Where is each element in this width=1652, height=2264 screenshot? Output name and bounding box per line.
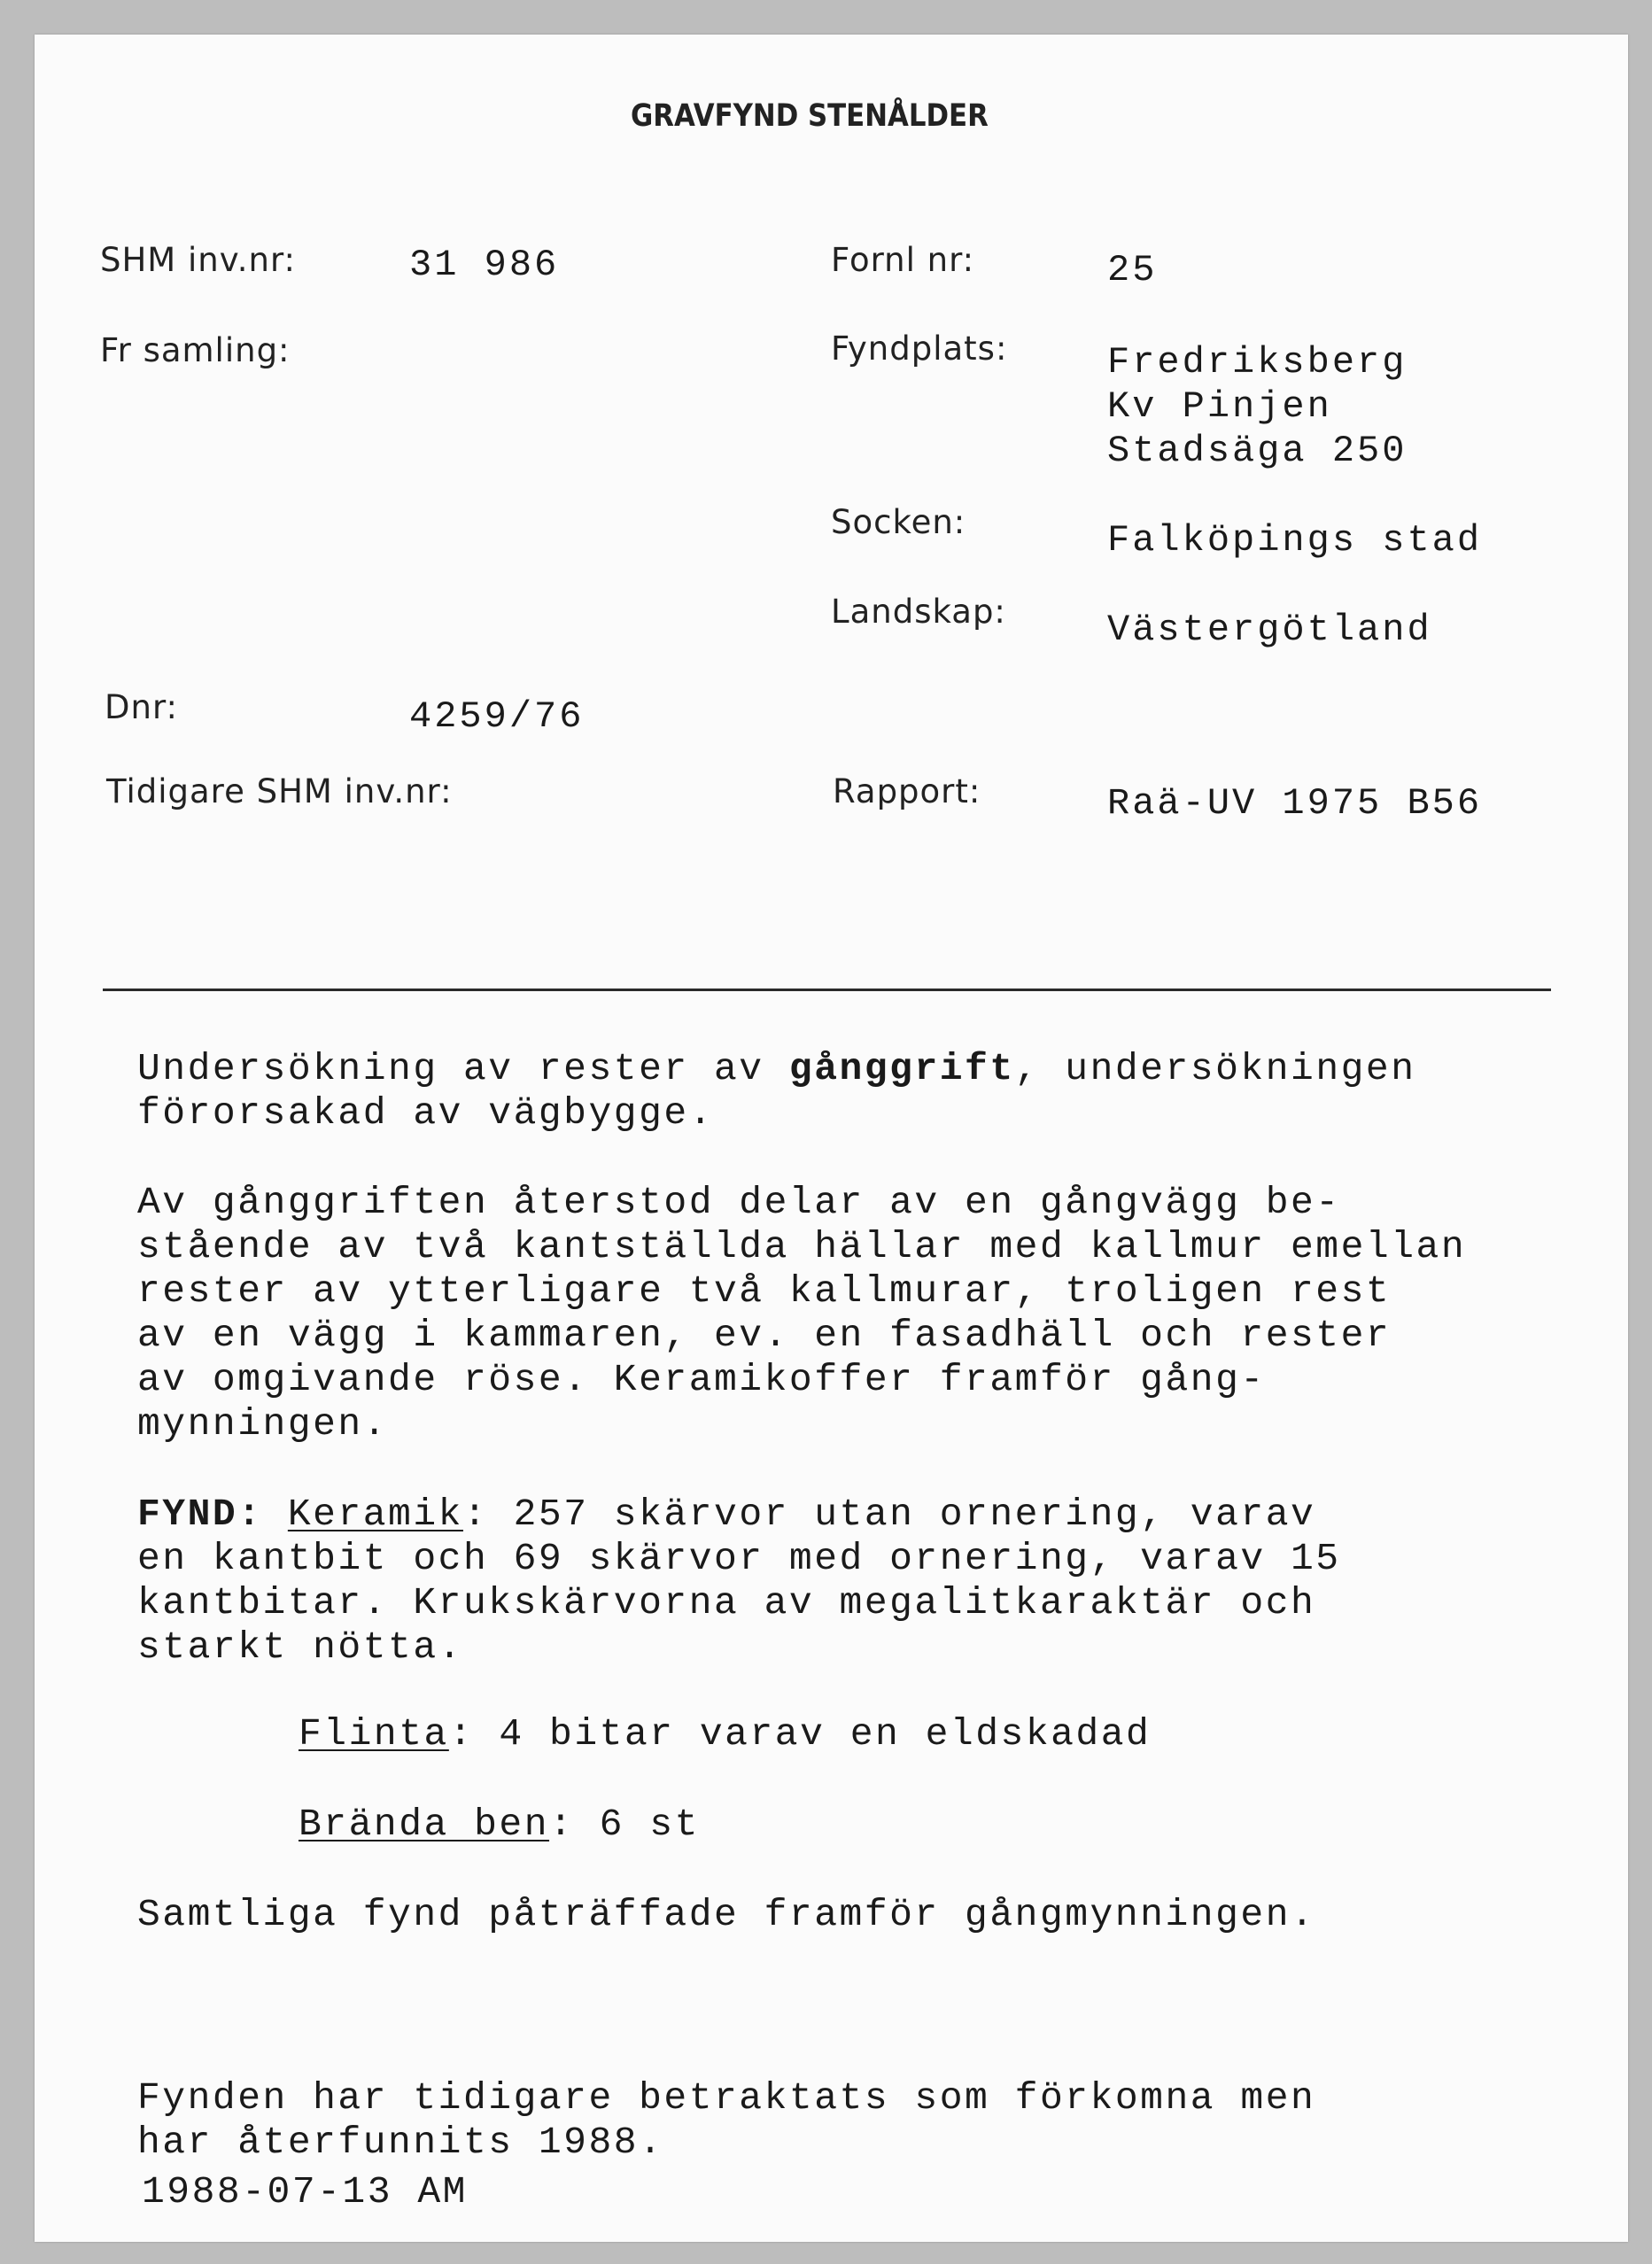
document-date: 1988-07-13 AM [142,2170,468,2214]
fr-samling-label: Fr samling: [100,331,291,369]
brenda-ben-text: : 6 st [549,1803,700,1846]
brenda-ben-label: Brända ben [299,1803,550,1846]
description-line: rester av ytterligare två kallmurar, troligen rest [137,1269,1392,1313]
keramik-text: : 257 skärvor utan ornering, varav [462,1493,1316,1536]
keramik-label: Keramik [287,1493,463,1536]
shm-inv-value: 31 986 [409,244,560,286]
rapport-label: Rapport: [833,772,981,810]
intro-text-end: , undersökningen [1014,1047,1416,1090]
final-line: har återfunnits 1988. [137,2121,664,2164]
rapport-value: Raä-UV 1975 B56 [1107,782,1483,825]
fornl-label: Fornl nr: [831,241,975,279]
landskap-value: Västergötland [1107,609,1432,651]
fynd-line: starkt nötta. [137,1625,463,1669]
fyndplats-label: Fyndplats: [831,330,1008,368]
socken-value: Falköpings stad [1107,519,1483,562]
fynd-label: FYND: [137,1493,263,1536]
intro-line-2: förorsakad av vägbygge. [137,1091,714,1135]
description-line: av en vägg i kammaren, ev. en fasadhäll och rester [137,1314,1392,1357]
flinta-line [299,1712,1151,1756]
fynd-line: kantbitar. Krukskärvorna av megalitkaraktär och [137,1581,1316,1624]
tidigare-shm-label: Tidigare SHM inv.nr: [106,772,453,810]
description-line: av omgivande röse. Keramikoffer framför gång- [137,1358,1266,1401]
fyndplats-line-1: Fredriksberg [1107,341,1408,384]
samtliga-line: Samtliga fynd påträffade framför gångmynningen. [137,1893,1316,1936]
paragraph-final [137,2076,1315,2165]
flinta-text: : 4 bitar varav en eldskadad [448,1712,1152,1756]
final-line: Fynden har tidigare betraktats som förkomna men [137,2076,1316,2120]
flinta-label: Flinta [299,1712,449,1756]
fyndplats-line-3: Stadsäga 250 [1107,430,1408,472]
description-line: Av gånggriften återstod delar av en gångvägg be- [137,1181,1341,1224]
paragraph-intro [137,1047,1416,1136]
fornl-value: 25 [1107,249,1158,291]
paragraph-fynd [137,1493,1341,1670]
fyndplats-line-2: Kv Pinjen [1107,385,1332,428]
intro-bold-term: gånggrift [788,1047,1015,1090]
dnr-label: Dnr: [105,688,178,726]
landskap-label: Landskap: [831,593,1006,631]
socken-label: Socken: [831,503,966,541]
fynd-line: en kantbit och 69 skärvor med ornering, varav 15 [137,1537,1341,1580]
page-title: GRAVFYND STENÅLDER [631,98,989,134]
brenda-ben-line [299,1803,700,1847]
divider [103,989,1551,991]
dnr-value: 4259/76 [409,695,585,738]
description-line: stående av två kantställda hällar med kallmur emellan [137,1225,1467,1268]
intro-text-start: Undersökning av rester av [137,1047,789,1090]
paragraph-description [137,1181,1466,1446]
shm-inv-label: SHM inv.nr: [100,241,296,279]
description-line: mynningen. [137,1402,389,1446]
